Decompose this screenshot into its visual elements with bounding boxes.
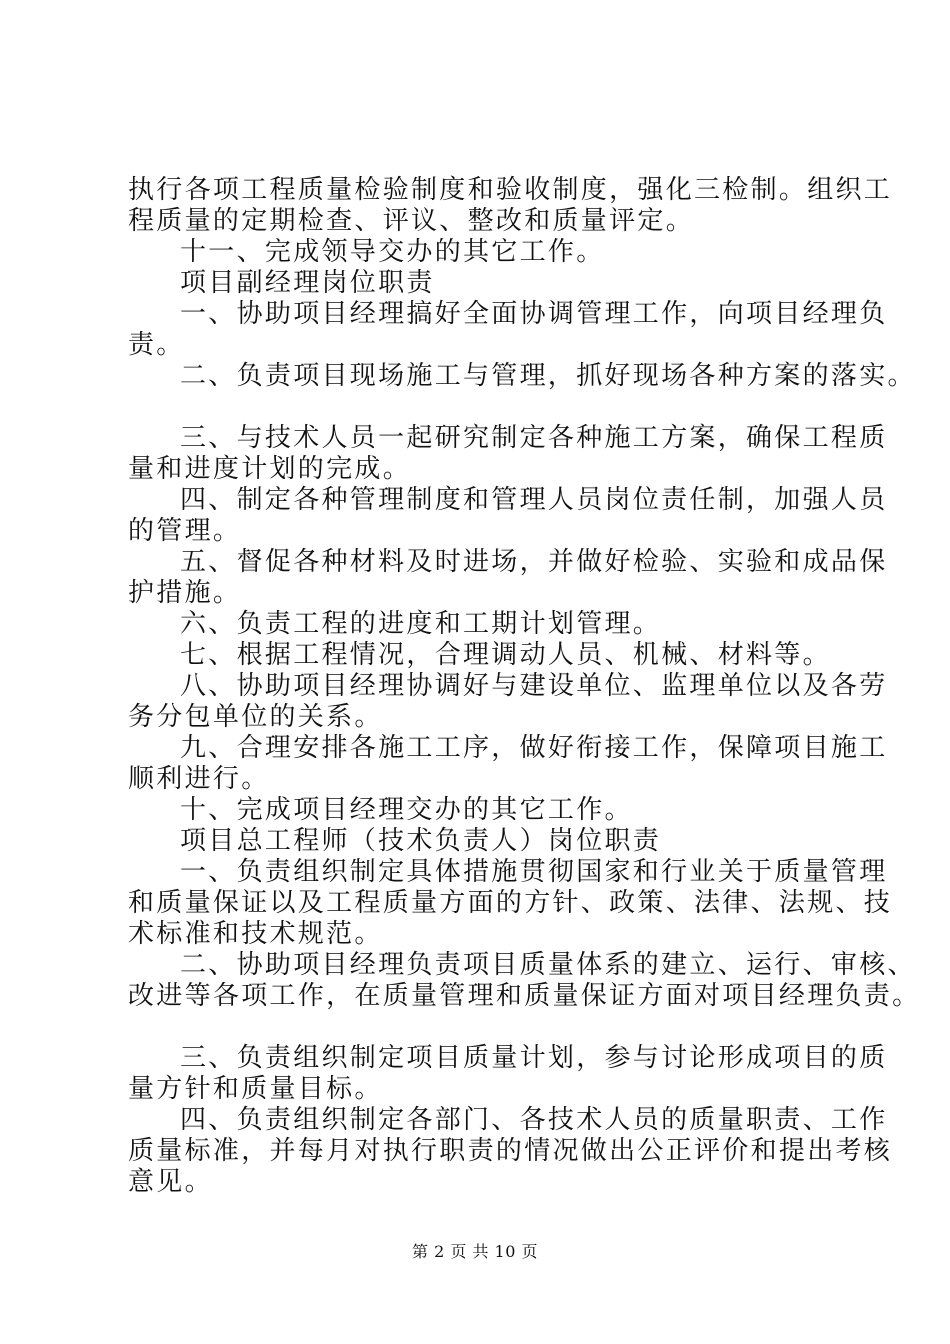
page-number-footer: 第 2 页 共 10 页 [412, 1242, 538, 1261]
text-line: 二、协助项目经理负责项目质量体系的建立、运行、审核、 [180, 950, 916, 980]
text-line: 术标准和技术规范。 [128, 919, 383, 949]
text-line: 七、根据工程情况，合理调动人员、机械、材料等。 [180, 640, 831, 670]
blank-line [128, 392, 840, 423]
text-line: 项目副经理岗位职责 [180, 268, 435, 298]
text-line: 五、督促各种材料及时进场，并做好检验、实验和成品保 [180, 547, 888, 577]
text-line: 三、与技术人员一起研究制定各种施工方案，确保工程质 [180, 423, 888, 453]
text-line: 护措施。 [128, 578, 242, 608]
text-line: 一、协助项目经理搞好全面协调管理工作，向项目经理负 [180, 299, 888, 329]
text-line: 一、负责组织制定具体措施贯彻国家和行业关于质量管理 [180, 857, 888, 887]
text-line: 八、协助项目经理协调好与建设单位、监理单位以及各劳 [180, 671, 888, 701]
text-line: 六、负责工程的进度和工期计划管理。 [180, 609, 662, 639]
text-line: 二、负责项目现场施工与管理，抓好现场各种方案的落实。 [180, 361, 916, 391]
text-line: 质量标准，并每月对执行职责的情况做出公正评价和提出考核 [128, 1136, 893, 1166]
text-line: 和质量保证以及工程质量方面的方针、政策、法律、法规、技 [128, 888, 893, 918]
text-line: 务分包单位的关系。 [128, 702, 383, 732]
text-line: 量方针和质量目标。 [128, 1074, 383, 1104]
text-line: 九、合理安排各施工工序，做好衔接工作，保障项目施工 [180, 733, 888, 763]
text-line: 四、负责组织制定各部门、各技术人员的质量职责、工作 [180, 1105, 888, 1135]
text-line: 量和进度计划的完成。 [128, 454, 412, 484]
text-line: 四、制定各种管理制度和管理人员岗位责任制，加强人员 [180, 485, 888, 515]
blank-line [128, 1012, 840, 1043]
text-line: 责。 [128, 330, 185, 360]
text-line: 程质量的定期检查、评议、整改和质量评定。 [128, 206, 695, 236]
text-line: 改进等各项工作，在质量管理和质量保证方面对项目经理负责。 [128, 981, 921, 1011]
text-line: 十一、完成领导交办的其它工作。 [180, 237, 605, 267]
text-line: 十、完成项目经理交办的其它工作。 [180, 795, 633, 825]
text-line: 项目总工程师（技术负责人）岗位职责 [180, 826, 662, 856]
text-line: 执行各项工程质量检验制度和验收制度，强化三检制。组织工 [128, 175, 893, 205]
text-line: 意见。 [128, 1167, 213, 1197]
text-line: 的管理。 [128, 516, 242, 546]
text-line: 顺利进行。 [128, 764, 270, 794]
text-line: 三、负责组织制定项目质量计划，参与讨论形成项目的质 [180, 1043, 888, 1073]
document-body [128, 175, 921, 1198]
